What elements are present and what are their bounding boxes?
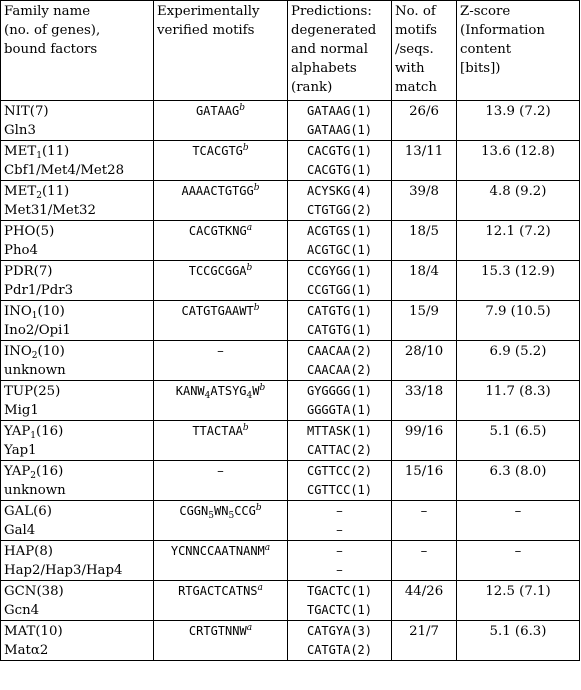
prediction-normal: CACGTG(1) <box>306 163 373 177</box>
motif-segment: CCG <box>234 504 256 518</box>
predictions-cell <box>288 261 392 301</box>
motif-subscript: 4 <box>204 391 211 401</box>
verified-motif-cell <box>154 541 288 581</box>
family-cell <box>1 461 154 501</box>
zscore-cell <box>457 381 580 421</box>
zscore-value: – <box>514 504 522 519</box>
match-count-cell <box>392 261 457 301</box>
match-count-cell <box>392 181 457 221</box>
match-count-cell <box>392 501 457 541</box>
family-name: GAL <box>4 504 34 519</box>
motif-segment: W <box>252 384 260 398</box>
prediction-degenerate: ACGTGS(1) <box>306 224 373 238</box>
verified-motif-cell <box>154 221 288 261</box>
header-verified: Experimentally verified motifs <box>154 1 288 101</box>
verified-motif: CACGTKNG <box>188 224 247 238</box>
family-name: TUP <box>4 384 34 399</box>
verified-motif-cell <box>154 421 288 461</box>
zscore-cell <box>457 301 580 341</box>
motif-footnote: a <box>246 223 253 233</box>
table-header-row <box>1 1 580 101</box>
zscore-value: 6.9 (5.2) <box>489 344 547 359</box>
verified-motif-cell <box>154 501 288 541</box>
verified-motif: TCACGTG <box>192 144 243 158</box>
family-cell <box>1 621 154 661</box>
predictions-cell <box>288 581 392 621</box>
zscore-value: 11.7 (8.3) <box>485 384 551 399</box>
family-cell <box>1 501 154 541</box>
family-name: NIT <box>4 104 30 119</box>
zscore-cell <box>457 621 580 661</box>
bound-factor: Mig1 <box>4 403 39 418</box>
zscore-cell <box>457 141 580 181</box>
prediction-degenerate: TGACTC(1) <box>306 584 373 598</box>
family-subscript: 1 <box>36 151 42 161</box>
predictions-cell <box>288 101 392 141</box>
family-name: PHO <box>4 224 36 239</box>
verified-motif-cell <box>154 181 288 221</box>
predictions-cell <box>288 541 392 581</box>
verified-motif-cell <box>154 141 288 181</box>
verified-motif: TCCGCGGA <box>188 264 247 278</box>
family-cell <box>1 421 154 461</box>
match-count-cell <box>392 461 457 501</box>
motif-footnote: b <box>255 503 262 513</box>
prediction-degenerate: CACGTG(1) <box>306 144 373 158</box>
prediction-degenerate: CAACAA(2) <box>306 344 373 358</box>
family-name: YAP <box>4 424 31 439</box>
family-subscript: 2 <box>30 471 37 481</box>
bound-factor: Cbf1/Met4/Met28 <box>4 163 125 178</box>
match-count: 13/11 <box>404 144 444 159</box>
zscore-value: – <box>514 544 522 559</box>
table-row <box>1 101 580 141</box>
bound-factor: Pdr1/Pdr3 <box>4 283 74 298</box>
motif-segment: WN <box>214 504 229 518</box>
family-subscript: 1 <box>31 311 38 321</box>
zscore-cell <box>457 541 580 581</box>
verified-motif: AAAACTGTGG <box>181 184 254 198</box>
gene-count: (7) <box>33 264 53 279</box>
motif-footnote: b <box>259 383 266 393</box>
gene-count: (16) <box>36 424 64 439</box>
table-row <box>1 501 580 541</box>
gene-count: (7) <box>29 104 49 119</box>
family-name: MET <box>4 184 37 199</box>
motif-segment: CGGN <box>179 504 209 518</box>
motif-subscript: 4 <box>246 391 253 401</box>
motif-footnote: a <box>257 583 263 593</box>
match-count: – <box>420 544 428 559</box>
prediction-normal: CGTTCC(1) <box>306 483 373 497</box>
match-count: 15/16 <box>404 464 444 479</box>
motif-footnote: b <box>253 303 260 313</box>
zscore-cell <box>457 221 580 261</box>
predictions-cell <box>288 301 392 341</box>
zscore-value: 7.9 (10.5) <box>485 304 551 319</box>
bound-factor: Met31/Met32 <box>4 203 96 218</box>
table-row <box>1 621 580 661</box>
match-count: 44/26 <box>404 584 444 599</box>
verified-motif: TTACTAA <box>192 424 243 438</box>
prediction-normal: GATAAG(1) <box>306 123 373 137</box>
zscore-cell <box>457 341 580 381</box>
family-cell <box>1 221 154 261</box>
gene-count: (8) <box>34 544 53 559</box>
zscore-value: 5.1 (6.3) <box>489 624 547 639</box>
verified-motif: CATGTGAAWT <box>181 304 254 318</box>
family-subscript: 1 <box>30 431 37 441</box>
zscore-value: 13.9 (7.2) <box>485 104 551 119</box>
match-count: 21/7 <box>409 624 439 639</box>
table-row <box>1 261 580 301</box>
table-row <box>1 541 580 581</box>
match-count-cell <box>392 581 457 621</box>
prediction-degenerate: GYGGGG(1) <box>306 384 373 398</box>
zscore-cell <box>457 461 580 501</box>
gene-count: (10) <box>35 624 63 639</box>
prediction-normal: CATTAC(2) <box>306 443 373 457</box>
family-subscript: 2 <box>31 351 38 361</box>
family-cell <box>1 101 154 141</box>
table-row <box>1 221 580 261</box>
verified-motif-cell <box>154 101 288 141</box>
family-cell <box>1 141 154 181</box>
table-row <box>1 461 580 501</box>
zscore-cell <box>457 501 580 541</box>
gene-count: (11) <box>41 144 70 159</box>
bound-factor: Yap1 <box>4 443 37 458</box>
family-name: MAT <box>4 624 36 639</box>
bound-factor: Hap2/Hap3/Hap4 <box>4 563 123 578</box>
verified-motif: – <box>217 464 224 479</box>
predictions-cell <box>288 381 392 421</box>
family-cell <box>1 261 154 301</box>
motif-footnote: a <box>264 543 271 553</box>
table-row <box>1 301 580 341</box>
match-count: 26/6 <box>409 104 439 119</box>
prediction-degenerate: – <box>336 544 343 559</box>
verified-motif-cell <box>154 261 288 301</box>
predictions-cell <box>288 621 392 661</box>
zscore-cell <box>457 261 580 301</box>
prediction-degenerate: – <box>336 504 343 519</box>
zscore-cell <box>457 101 580 141</box>
motif-segment: ATSYG <box>210 384 247 398</box>
verified-motif-cell <box>154 301 288 341</box>
prediction-normal: TGACTC(1) <box>306 603 373 617</box>
family-name: INO <box>4 304 32 319</box>
verified-motif: YCNNCCAATNANM <box>170 544 265 558</box>
match-count: 18/4 <box>409 264 439 279</box>
family-cell <box>1 181 154 221</box>
zscore-cell <box>457 181 580 221</box>
family-name: HAP <box>4 544 35 559</box>
match-count-cell <box>392 101 457 141</box>
prediction-normal: – <box>336 523 343 538</box>
prediction-degenerate: CATGYA(3) <box>306 624 373 638</box>
verified-motif: – <box>217 344 224 359</box>
table-row <box>1 181 580 221</box>
prediction-degenerate: GATAAG(1) <box>306 104 373 118</box>
gene-count: (6) <box>33 504 52 519</box>
verified-motif-cell <box>154 621 288 661</box>
bound-factor: Gal4 <box>4 523 36 538</box>
motif-footnote: b <box>239 103 246 113</box>
bound-factor: Gln3 <box>4 123 36 138</box>
family-cell <box>1 541 154 581</box>
match-count-cell <box>392 221 457 261</box>
header-zscore: Z-score (Information content [bits]) <box>457 1 580 101</box>
predictions-cell <box>288 141 392 181</box>
family-cell <box>1 301 154 341</box>
family-subscript: 2 <box>36 191 42 201</box>
motif-subscript: 5 <box>208 511 214 521</box>
gene-count: (10) <box>37 344 65 359</box>
match-count: 15/9 <box>409 304 439 319</box>
motif-footnote: b <box>242 143 249 153</box>
match-count-cell <box>392 621 457 661</box>
match-count: 33/18 <box>404 384 444 399</box>
bound-factor: Gcn4 <box>4 603 40 618</box>
table-body <box>1 101 580 661</box>
family-cell <box>1 381 154 421</box>
match-count: 99/16 <box>404 424 444 439</box>
family-name: PDR <box>4 264 34 279</box>
prediction-degenerate: ACYSKG(4) <box>306 184 373 198</box>
match-count-cell <box>392 421 457 461</box>
table-row <box>1 141 580 181</box>
gene-count: (25) <box>33 384 61 399</box>
prediction-normal: CCGTGG(1) <box>306 283 373 297</box>
predictions-cell <box>288 501 392 541</box>
gene-count: (5) <box>35 224 55 239</box>
predictions-cell <box>288 461 392 501</box>
prediction-normal: GGGGTA(1) <box>306 403 373 417</box>
gene-count: (38) <box>36 584 64 599</box>
verified-motif: RTGACTCATNS <box>178 584 258 598</box>
bound-factor: Ino2/Opi1 <box>4 323 71 338</box>
prediction-normal: – <box>336 563 343 578</box>
match-count: 39/8 <box>409 184 439 199</box>
family-cell <box>1 581 154 621</box>
zscore-value: 5.1 (6.5) <box>489 424 547 439</box>
prediction-degenerate: CGTTCC(2) <box>306 464 373 478</box>
family-name: INO <box>4 344 32 359</box>
table-row <box>1 581 580 621</box>
zscore-cell <box>457 581 580 621</box>
family-name: GCN <box>4 584 37 599</box>
match-count: – <box>420 504 428 519</box>
zscore-cell <box>457 421 580 461</box>
prediction-normal: CTGTGG(2) <box>306 203 373 217</box>
verified-motif-cell <box>154 341 288 381</box>
table-row <box>1 381 580 421</box>
gene-count: (11) <box>41 184 70 199</box>
prediction-normal: CATGTA(2) <box>306 643 373 657</box>
gene-count: (16) <box>36 464 64 479</box>
zscore-value: 4.8 (9.2) <box>489 184 547 199</box>
zscore-value: 12.1 (7.2) <box>485 224 551 239</box>
bound-factor: unknown <box>4 483 66 498</box>
family-name: YAP <box>4 464 31 479</box>
predictions-cell <box>288 341 392 381</box>
zscore-value: 13.6 (12.8) <box>481 144 555 159</box>
bound-factor: Pho4 <box>4 243 38 258</box>
prediction-degenerate: MTTASK(1) <box>306 424 373 438</box>
match-count: 18/5 <box>409 224 439 239</box>
gene-count: (10) <box>37 304 65 319</box>
motif-segment: KANW <box>175 384 205 398</box>
family-name: MET <box>4 144 37 159</box>
prediction-normal: CAACAA(2) <box>306 363 373 377</box>
verified-motif: CRTGTNNW <box>188 624 247 638</box>
table-row <box>1 421 580 461</box>
predictions-cell <box>288 421 392 461</box>
match-count-cell <box>392 141 457 181</box>
verified-motif: GATAAG <box>195 104 240 118</box>
motif-footnote: b <box>246 263 253 273</box>
family-cell <box>1 341 154 381</box>
zscore-value: 12.5 (7.1) <box>485 584 551 599</box>
match-count: 28/10 <box>404 344 444 359</box>
bound-factor: Matα2 <box>4 643 49 658</box>
zscore-value: 6.3 (8.0) <box>489 464 547 479</box>
predictions-cell <box>288 221 392 261</box>
predictions-cell <box>288 181 392 221</box>
verified-motif-cell <box>154 581 288 621</box>
motif-footnote: b <box>242 423 249 433</box>
match-count-cell <box>392 381 457 421</box>
prediction-degenerate: CCGYGG(1) <box>306 264 373 278</box>
zscore-value: 15.3 (12.9) <box>481 264 555 279</box>
prediction-normal: CATGTG(1) <box>306 323 373 337</box>
motif-footnote: a <box>246 623 253 633</box>
prediction-normal: ACGTGC(1) <box>306 243 373 257</box>
motif-footnote: b <box>253 183 260 193</box>
bound-factor: unknown <box>4 363 66 378</box>
verified-motif-cell <box>154 381 288 421</box>
match-count-cell <box>392 301 457 341</box>
verified-motif-cell <box>154 461 288 501</box>
header-family: Family name (no. of genes), bound factors <box>1 1 154 101</box>
table-row <box>1 341 580 381</box>
prediction-degenerate: CATGTG(1) <box>306 304 373 318</box>
match-count-cell <box>392 341 457 381</box>
motif-subscript: 5 <box>228 511 235 521</box>
header-predictions: Predictions: degenerated and normal alphabets (rank) <box>288 1 392 101</box>
match-count-cell <box>392 541 457 581</box>
header-count: No. of motifs /seqs. with match <box>392 1 457 101</box>
